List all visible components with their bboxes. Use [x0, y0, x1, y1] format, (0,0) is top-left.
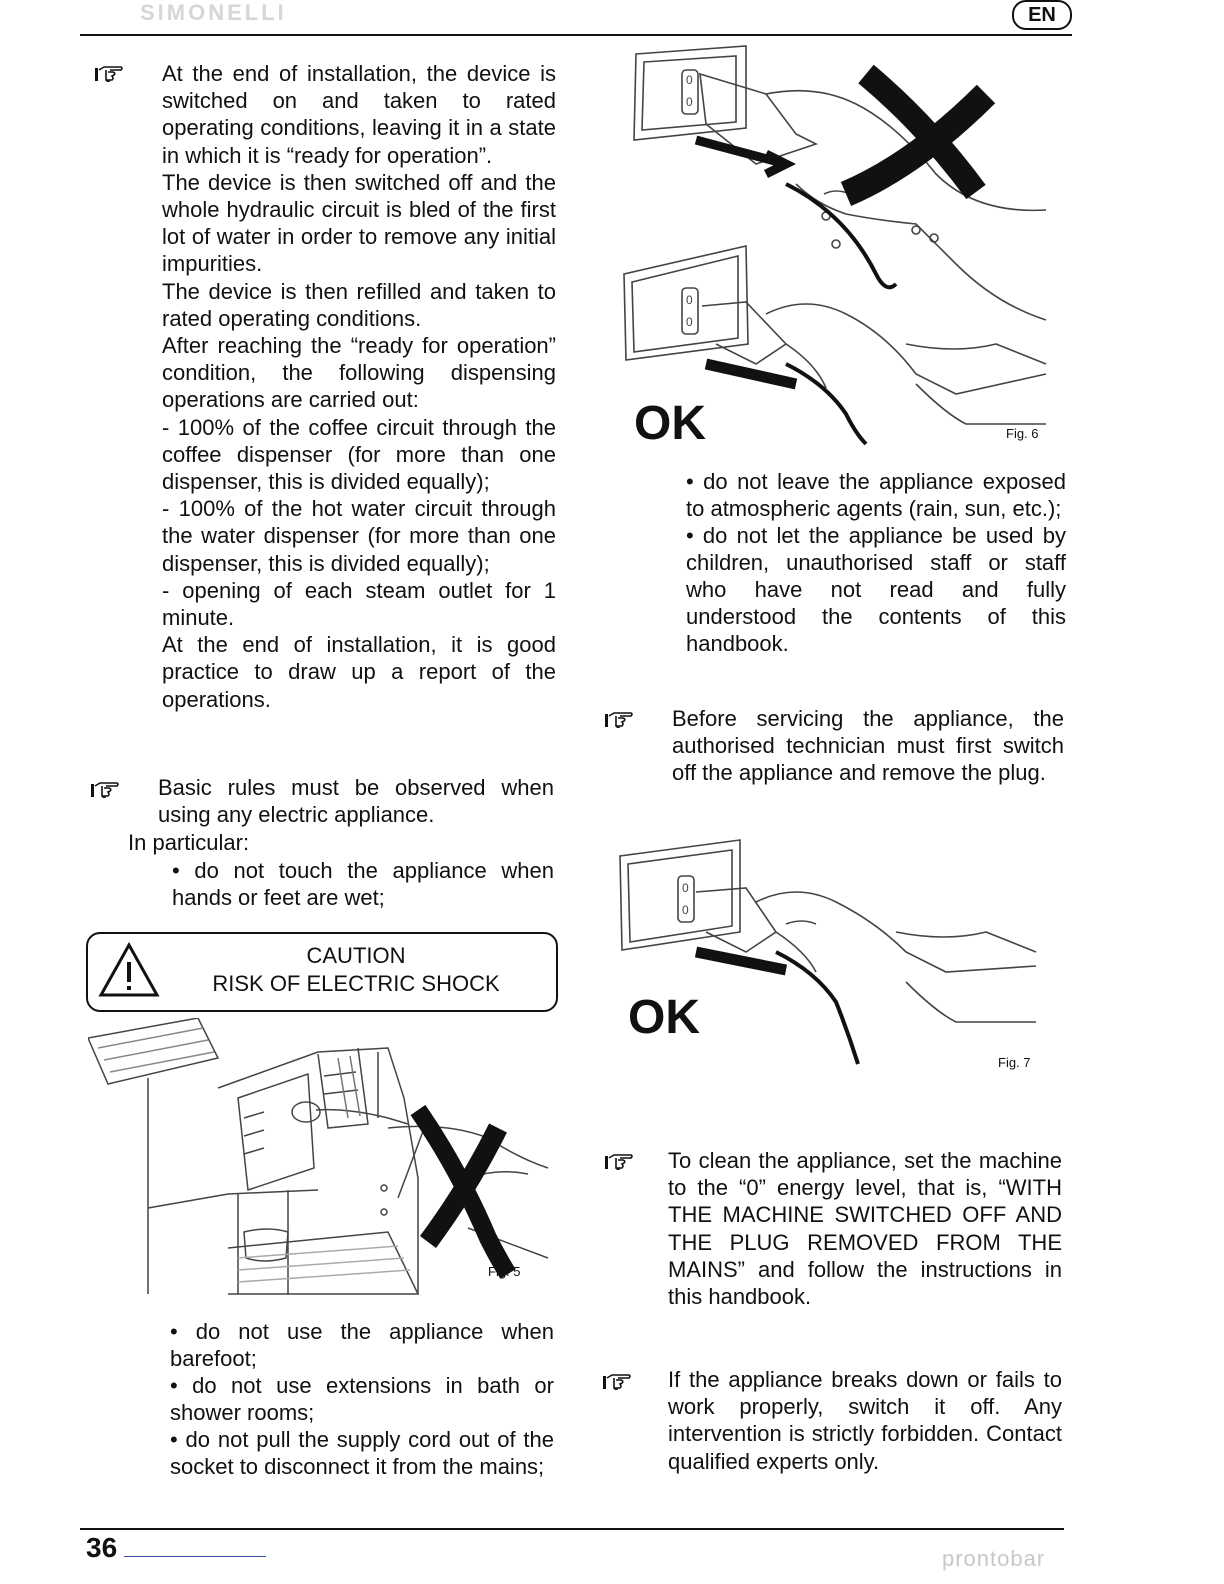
pointing-hand-icon [94, 64, 124, 84]
warning-triangle-icon [98, 942, 160, 998]
servicing-text: Before servicing the appliance, the authorised technician must first switch off the appliance and remove the plug. [672, 706, 1064, 786]
svg-text:0: 0 [682, 881, 689, 895]
header-rule [80, 34, 1072, 36]
installation-para-7: - opening of each steam outlet for 1 minute. [162, 577, 556, 631]
bullet-wet-hands: • do not touch the appliance when hands or feet are wet; [172, 858, 554, 910]
svg-text:0: 0 [686, 315, 693, 329]
fig7-label: Fig. 7 [998, 1055, 1031, 1070]
bullet-children: • do not let the appliance be used by children, unauthorised staff or staff who have not read and fully understood the contents of this handbook. [686, 523, 1066, 656]
coffee-machine-illustration [88, 1018, 554, 1302]
bullet-atmospheric: • do not leave the appliance exposed to atmospheric agents (rain, sun, etc.); [686, 469, 1066, 521]
installation-para-4: After reaching the “ready for operation” condition, the following dispensing operations are carried out: [162, 333, 556, 413]
page-number: 36 [86, 1532, 118, 1563]
in-particular-label: In particular: [128, 830, 250, 855]
installation-text [162, 60, 556, 713]
svg-text:0: 0 [682, 903, 689, 917]
svg-text:0: 0 [686, 73, 693, 87]
caution-subtitle: RISK OF ELECTRIC SHOCK [212, 971, 500, 996]
fig6-ok-label: OK [634, 397, 706, 450]
installation-para-1: At the end of installation, the device is switched on and taken to rated operating conditions, leaving it in a state in which it is “ready for operation”. [162, 61, 556, 168]
breakdown-text: If the appliance breaks down or fails to work properly, switch it off. Any intervention is strictly forbidden. Contact qualified experts only. [668, 1367, 1062, 1474]
brand-logo-bottom: prontobar [942, 1546, 1046, 1571]
caution-title: CAUTION [306, 943, 406, 968]
pointing-hand-icon [604, 710, 634, 730]
installation-para-5: - 100% of the coffee circuit through the coffee dispenser (for more than one dispenser, this is divided equally); [162, 414, 556, 495]
caution-box [86, 932, 558, 1012]
bullet-supply-cord: • do not pull the supply cord out of the socket to disconnect it from the mains; [170, 1427, 554, 1479]
fig5-label: Fig. 5 [488, 1264, 521, 1279]
installation-para-6: - 100% of the hot water circuit through the water dispenser (for more than one dispenser, this is divided equally); [162, 496, 556, 576]
bullets-after-fig5 [170, 1318, 554, 1480]
basic-rules-text: Basic rules must be observed when using any electric appliance. [158, 775, 554, 828]
brand-logo-top: SIMONELLI [140, 0, 287, 25]
svg-text:0: 0 [686, 293, 693, 307]
language-badge: EN [1012, 0, 1072, 30]
bullet-barefoot: • do not use the appliance when barefoot; [170, 1319, 554, 1371]
fig6-label: Fig. 6 [1006, 426, 1039, 441]
fig7-ok-label: OK [628, 991, 700, 1044]
svg-text:0: 0 [686, 95, 693, 109]
bullets-after-fig6 [686, 468, 1066, 657]
cleaning-text: To clean the appliance, set the machine to the “0” energy level, that is, “WITH THE MACHINE SWITCHED OFF AND THE PLUG REMOVED FROM THE MAINS” and follow the instructions in this handbook. [668, 1148, 1062, 1310]
installation-para-2: The device is then switched off and the whole hydraulic circuit is bled of the first lot of water in order to remove any initial impurities. [162, 169, 556, 277]
pointing-hand-icon [602, 1372, 632, 1392]
bullet-extensions: • do not use extensions in bath or shower rooms; [170, 1373, 554, 1425]
installation-para-8: At the end of installation, it is good practice to draw up a report of the operations. [162, 632, 556, 712]
pointing-hand-icon [604, 1152, 634, 1172]
installation-para-3: The device is then refilled and taken to rated operating conditions. [162, 278, 556, 331]
footer-rule [80, 1528, 1064, 1530]
page-number-underline [124, 1556, 266, 1557]
pointing-hand-icon [90, 780, 120, 800]
